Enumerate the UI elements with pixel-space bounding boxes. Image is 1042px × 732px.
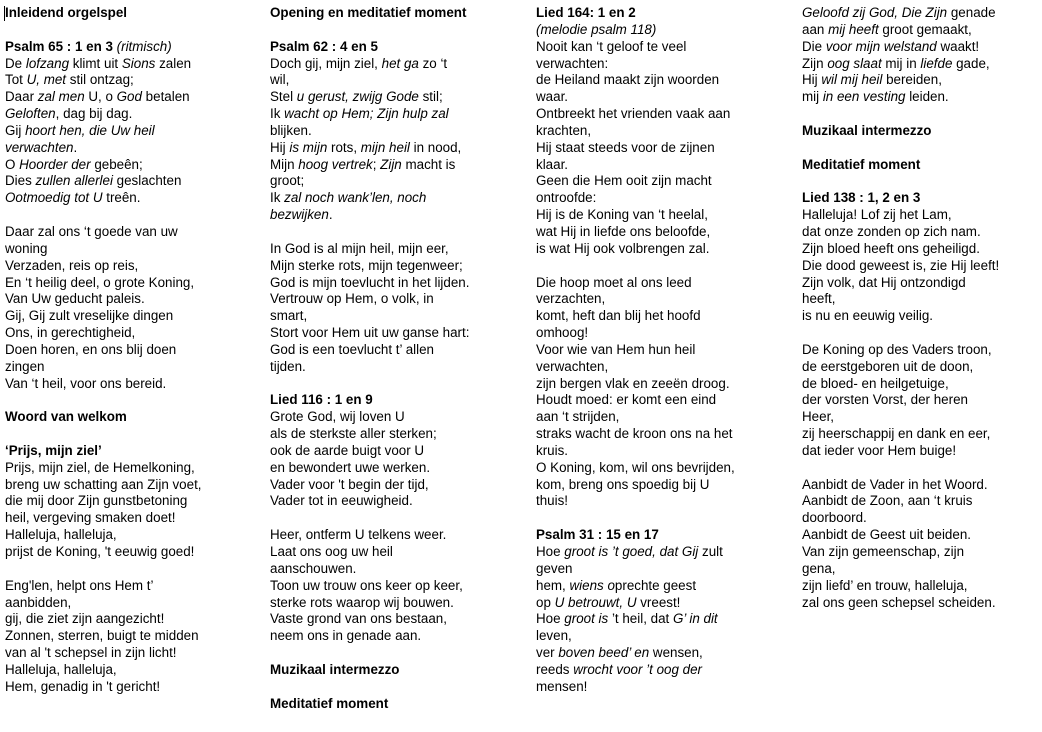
italic-segment: God	[116, 89, 142, 105]
text-line: tijden.	[270, 358, 306, 374]
text-segment: zo ‘t	[418, 55, 448, 71]
text-segment: De	[5, 55, 26, 71]
text-segment: reeds	[536, 661, 574, 677]
text-segment: stil ontzag;	[66, 72, 134, 88]
text-line: verzachten,	[536, 291, 606, 307]
text-segment: wensen,	[649, 645, 703, 661]
text-line: heeft,	[802, 291, 836, 307]
italic-segment: hoog vertrek	[298, 156, 373, 172]
text-segment: mij in	[881, 55, 921, 71]
italic-segment: Geloofd zij God, Die Zijn	[802, 5, 948, 20]
text-line: Vaste grond van ons bestaan,	[270, 611, 447, 627]
italic-segment: boven beed’ en	[558, 645, 650, 661]
text-line	[802, 5, 1038, 22]
text-line: ook de aarde buigt voor U	[270, 442, 425, 458]
text-line: Die dood geweest is, zie Hij leeft!	[802, 257, 1000, 273]
text-segment: klimt uit	[69, 55, 122, 71]
text-segment: Gij	[5, 122, 26, 138]
text-line	[802, 56, 1038, 73]
italic-segment: U betrouwt, U	[554, 594, 637, 610]
text-line: Mijn sterke rots, mijn tegenweer;	[270, 257, 463, 273]
text-line: O Koning, kom, wil ons bevrijden,	[536, 459, 735, 475]
text-line: Eng'len, helpt ons Hem t’	[5, 577, 154, 593]
blank-line	[270, 22, 528, 39]
text-line: Zonnen, sterren, buigt te midden	[5, 628, 199, 644]
italic-segment: u gerust, zwijg Gode	[296, 89, 419, 105]
bold-segment: Psalm 65 : 1 en 3	[5, 38, 117, 54]
text-line	[5, 140, 263, 157]
text-segment: geslachten	[112, 173, 182, 189]
text-segment: Mijn	[270, 156, 299, 172]
text-line: Doen horen, en ons blij doen	[5, 341, 177, 357]
text-line: Halleluja, halleluja,	[5, 661, 117, 677]
text-segment: aan	[802, 21, 829, 37]
text-segment: Daar	[5, 89, 38, 105]
text-line: De Koning op des Vaders troon,	[802, 341, 992, 357]
text-line: de bloed- en heilgetuige,	[802, 375, 949, 391]
text-line: de Heiland maakt zijn woorden	[536, 72, 720, 88]
text-segment: ’t heil, dat	[608, 611, 673, 627]
text-segment: mij	[802, 89, 823, 105]
text-line: zijn bergen vlak en zeeën droog.	[536, 375, 730, 391]
text-line: die mij door Zijn gunstbetoning	[5, 493, 188, 509]
text-line: als de sterkste aller sterken;	[270, 426, 437, 442]
text-line: is nu en eeuwig veilig.	[802, 308, 934, 324]
blank-line	[802, 140, 1038, 157]
text-line: doorboord.	[802, 510, 867, 526]
section-heading: Muzikaal intermezzo	[270, 661, 400, 677]
text-line	[5, 173, 263, 190]
text-line: aanbidden,	[5, 594, 72, 610]
text-line: Laat ons oog uw heil	[270, 544, 393, 559]
text-segment: ver	[536, 645, 559, 661]
blank-line	[536, 258, 798, 275]
italic-segment: wil mij heil	[821, 72, 883, 88]
blank-line	[270, 645, 528, 662]
italic-segment: bezwijken	[270, 207, 329, 223]
text-segment: O	[5, 156, 20, 172]
blank-line	[5, 22, 263, 39]
text-segment: rots,	[327, 139, 361, 155]
text-line: Heer,	[802, 409, 835, 425]
text-line	[536, 22, 798, 39]
blank-line	[802, 460, 1038, 477]
text-line: zingen	[5, 358, 45, 374]
text-line: aanschouwen.	[270, 560, 357, 576]
text-segment: Doch gij, mijn ziel,	[270, 55, 382, 71]
column-3	[536, 5, 798, 696]
blank-line	[5, 207, 263, 224]
section-heading: Lied 138 : 1, 2 en 3	[802, 190, 921, 206]
italic-segment: wacht op Hem; Zijn hulp zal	[284, 106, 449, 122]
text-segment: Hoe	[536, 611, 565, 627]
text-segment: zalen	[155, 55, 192, 71]
text-line: Hij is de Koning van ‘t heelal,	[536, 207, 708, 223]
text-segment: U, o	[84, 89, 117, 105]
text-segment: vreest!	[636, 594, 681, 610]
text-line: Van Uw geducht paleis.	[5, 291, 145, 307]
text-line: aan ‘t strijden,	[536, 409, 620, 425]
text-segment: Ik	[270, 190, 285, 206]
blank-line	[270, 679, 528, 696]
text-line	[536, 595, 798, 612]
text-segment: macht is	[401, 156, 456, 172]
text-segment: ;	[372, 156, 381, 172]
italic-segment: voor mijn welstand	[825, 38, 937, 54]
italic-segment: Hoorder der	[19, 156, 91, 172]
text-line: neem ons in genade aan.	[270, 628, 422, 644]
text-line: wil,	[270, 72, 290, 88]
text-line: breng uw schatting aan Zijn voet,	[5, 476, 202, 492]
text-line: Prijs, mijn ziel, de Hemelkoning,	[5, 459, 195, 475]
italic-segment: oog slaat	[827, 55, 882, 71]
text-line: mensen!	[536, 678, 588, 694]
italic-segment: lofzang	[25, 55, 70, 71]
text-line	[5, 157, 263, 174]
text-line: Aanbidt de Zoon, aan ‘t kruis	[802, 493, 973, 509]
text-segment: bereiden,	[882, 72, 942, 88]
blank-line	[5, 392, 263, 409]
italic-segment: hoort hen, die Uw heil	[25, 122, 155, 138]
text-segment: Zijn	[802, 55, 828, 71]
text-line	[802, 22, 1038, 39]
text-line: Daar zal ons ‘t goede van uw	[5, 223, 178, 239]
text-line: dat onze zonden op zich nam.	[802, 223, 981, 239]
text-line: heil, vergeving smaken doet!	[5, 510, 176, 526]
text-line	[5, 89, 263, 106]
blank-line	[270, 510, 528, 527]
text-line: Zijn volk, dat Hij ontzondigd	[802, 274, 966, 290]
text-line: Verzaden, reis op reis,	[5, 257, 139, 273]
text-line: Ons, in gerechtigheid,	[5, 325, 136, 341]
section-heading: Opening en meditatief moment	[270, 5, 467, 20]
text-line: kruis.	[536, 442, 568, 458]
italic-segment: (melodie psalm 118)	[536, 21, 657, 37]
text-line: blijken.	[270, 122, 312, 138]
text-line	[536, 611, 798, 628]
column-4	[802, 5, 1038, 611]
text-line	[270, 190, 528, 207]
text-line: kom, breng ons spoedig bij U	[536, 476, 710, 492]
text-line	[536, 662, 798, 679]
italic-segment: Ootmoedig tot U	[5, 190, 103, 206]
text-segment: Hij	[802, 72, 822, 88]
section-heading: ‘Prijs, mijn ziel’	[5, 442, 102, 458]
text-line: sterke rots waarop wij bouwen.	[270, 594, 454, 610]
text-line: Aanbidt de Vader in het Woord.	[802, 476, 988, 492]
italic-segment: U, met	[26, 72, 67, 88]
text-segment: Hij	[270, 139, 290, 155]
text-line: zij heerschappij en dank en eer,	[802, 426, 991, 442]
section-heading: Meditatief moment	[802, 156, 921, 172]
text-line: zijn liefd’ en trouw, halleluja,	[802, 577, 968, 593]
text-line	[536, 645, 798, 662]
text-line: Hij staat steeds voor de zijnen	[536, 139, 715, 155]
text-segment: groot gemaakt,	[878, 21, 972, 37]
text-line: Die hoop moet al ons leed	[536, 274, 692, 290]
text-line	[5, 56, 263, 73]
italic-segment: groot is	[564, 611, 609, 627]
blank-line	[536, 510, 798, 527]
italic-segment: verwachten	[5, 139, 74, 155]
text-line: klaar.	[536, 156, 569, 172]
text-line: verwachten,	[536, 358, 609, 374]
italic-segment: mij heeft	[828, 21, 879, 37]
italic-segment: is mijn	[289, 139, 328, 155]
text-line: En ‘t heilig deel, o grote Koning,	[5, 274, 195, 290]
section-heading: Inleidend orgelspel	[5, 5, 128, 20]
text-line: straks wacht de kroon ons na het	[536, 426, 733, 442]
blank-line	[802, 106, 1038, 123]
text-line	[802, 72, 1038, 89]
text-line: Heer, ontferm U telkens weer.	[270, 527, 447, 543]
text-segment: stil;	[418, 89, 443, 105]
section-heading: Lied 116 : 1 en 9	[270, 392, 373, 408]
text-line: leven,	[536, 628, 572, 644]
text-segment: Tot	[5, 72, 27, 88]
text-segment: prechte geest	[614, 577, 697, 593]
italic-segment: G’ in dit	[672, 611, 718, 627]
italic-segment: het ga	[381, 55, 419, 71]
text-segment: .	[73, 139, 78, 155]
text-line: God is een toevlucht t’ allen	[270, 341, 435, 357]
text-line: waar.	[536, 89, 569, 105]
text-line: zal ons geen schepsel scheiden.	[802, 594, 996, 610]
blank-line	[5, 561, 263, 578]
section-heading: Muzikaal intermezzo	[802, 122, 932, 138]
italic-segment: wrocht voor ’t oog der	[573, 661, 702, 677]
italic-segment: groot is ’t goed, dat Gij	[564, 544, 699, 559]
text-line: Ontbreekt het vrienden vaak aan	[536, 106, 731, 122]
text-segment: betalen	[141, 89, 190, 105]
text-line	[5, 123, 263, 140]
text-line: Voor wie van Hem hun heil	[536, 341, 696, 357]
text-line: prijst de Koning, 't eeuwig goed!	[5, 544, 195, 559]
text-line: woning	[5, 240, 48, 256]
italic-segment: mijn heil	[360, 139, 410, 155]
text-segment: treên.	[102, 190, 141, 206]
text-line: Aanbidt de Geest uit beiden.	[802, 527, 971, 543]
section-heading: Woord van welkom	[5, 409, 127, 425]
text-line: Nooit kan ‘t geloof te veel	[536, 38, 687, 54]
text-line: van al 't schepsel in zijn licht!	[5, 645, 177, 661]
section-heading: Psalm 62 : 4 en 5	[270, 38, 378, 54]
italic-segment: zal men	[37, 89, 85, 105]
text-line: Gij, Gij zult vreselijke dingen	[5, 308, 174, 324]
text-line: Vader tot in eeuwigheid.	[270, 493, 413, 509]
text-line: verwachten:	[536, 55, 609, 71]
blank-line	[802, 173, 1038, 190]
text-segment: gebeên;	[90, 156, 143, 172]
column-1	[5, 5, 263, 696]
text-line: komt, heft dan blij het hoofd	[536, 308, 701, 324]
section-heading: Psalm 31 : 15 en 17	[536, 527, 659, 543]
text-line	[270, 106, 528, 123]
text-line: Vader voor 't begin der tijd,	[270, 476, 429, 492]
text-line: thuis!	[536, 493, 569, 509]
text-line: Van zijn gemeenschap, zijn	[802, 544, 965, 559]
text-segment: leiden.	[905, 89, 949, 105]
text-line: In God is al mijn heil, mijn eer,	[270, 240, 449, 256]
text-segment: zult	[698, 544, 723, 559]
text-line: Geen die Hem ooit zijn macht	[536, 173, 712, 189]
text-line	[536, 578, 798, 595]
text-line: dat ieder voor Hem buige!	[802, 442, 957, 458]
text-line: Zijn bloed heeft ons geheiligd.	[802, 240, 980, 256]
text-line: gena,	[802, 560, 836, 576]
italic-segment: liefde	[920, 55, 953, 71]
text-line: geven	[536, 560, 573, 576]
text-segment: Ik	[270, 106, 285, 122]
text-segment: op	[536, 594, 555, 610]
text-line: ontroofde:	[536, 190, 597, 206]
text-line: en bewondert uwe werken.	[270, 459, 431, 475]
section-heading: Meditatief moment	[270, 695, 389, 711]
text-line	[270, 207, 528, 224]
text-line: Halleluja, halleluja,	[5, 527, 117, 543]
column-2	[270, 5, 528, 712]
text-line	[802, 89, 1038, 106]
text-line: Halleluja! Lof zij het Lam,	[802, 207, 952, 223]
blank-line	[802, 325, 1038, 342]
text-line: God is mijn toevlucht in het lijden.	[270, 274, 470, 290]
text-line: de eerstgeboren uit de doon,	[802, 358, 974, 374]
text-segment: .	[328, 207, 333, 223]
text-segment: genade	[947, 5, 996, 20]
text-line: is wat Hij ook volbrengen zal.	[536, 240, 710, 256]
text-line	[5, 106, 263, 123]
text-segment: Stel	[270, 89, 297, 105]
text-line	[5, 72, 263, 89]
text-line: smart,	[270, 308, 308, 324]
italic-segment: zullen allerlei	[35, 173, 113, 189]
text-segment: gade,	[952, 55, 990, 71]
italic-segment: wiens o	[569, 577, 615, 593]
text-line: Grote God, wij loven U	[270, 409, 405, 425]
text-segment: hem,	[536, 577, 570, 593]
text-line: groot;	[270, 173, 305, 189]
text-line	[5, 39, 263, 56]
text-line: gij, die ziet zijn aangezicht!	[5, 611, 165, 627]
text-line	[270, 56, 528, 73]
text-segment: waakt!	[936, 38, 980, 54]
text-segment: in nood,	[409, 139, 462, 155]
text-segment: Dies	[5, 173, 36, 189]
text-line: omhoog!	[536, 325, 589, 341]
text-line	[270, 89, 528, 106]
text-line: Stort voor Hem uit uw ganse hart:	[270, 325, 470, 341]
text-line	[536, 544, 798, 561]
text-line: Van ‘t heil, voor ons bereid.	[5, 375, 167, 391]
italic-segment: zal noch wank’len, noch	[284, 190, 427, 206]
text-line: Toon uw trouw ons keer op keer,	[270, 577, 463, 593]
blank-line	[270, 376, 528, 393]
blank-line	[270, 224, 528, 241]
text-segment: Hoe	[536, 544, 565, 559]
italic-segment: Geloften	[5, 106, 56, 122]
italic-segment: Sions	[121, 55, 156, 71]
text-line	[5, 190, 263, 207]
italic-segment: Zijn	[380, 156, 402, 172]
text-line: Vertrouw op Hem, o volk, in	[270, 291, 434, 307]
text-line	[270, 157, 528, 174]
text-segment: , dag bij dag.	[55, 106, 133, 122]
text-line: krachten,	[536, 122, 592, 138]
blank-line	[5, 426, 263, 443]
italic-segment: in een vesting	[822, 89, 906, 105]
text-line: Hem, genadig in 't gericht!	[5, 678, 161, 694]
section-heading: Lied 164: 1 en 2	[536, 5, 636, 20]
italic-segment: (ritmisch)	[116, 38, 172, 54]
text-segment: Die	[802, 38, 826, 54]
text-line	[802, 39, 1038, 56]
text-line: Houdt moed: er komt een eind	[536, 392, 717, 408]
text-line	[270, 140, 528, 157]
text-line: wat Hij in liefde ons beloofde,	[536, 223, 711, 239]
text-line: der vorsten Vorst, der heren	[802, 392, 968, 408]
